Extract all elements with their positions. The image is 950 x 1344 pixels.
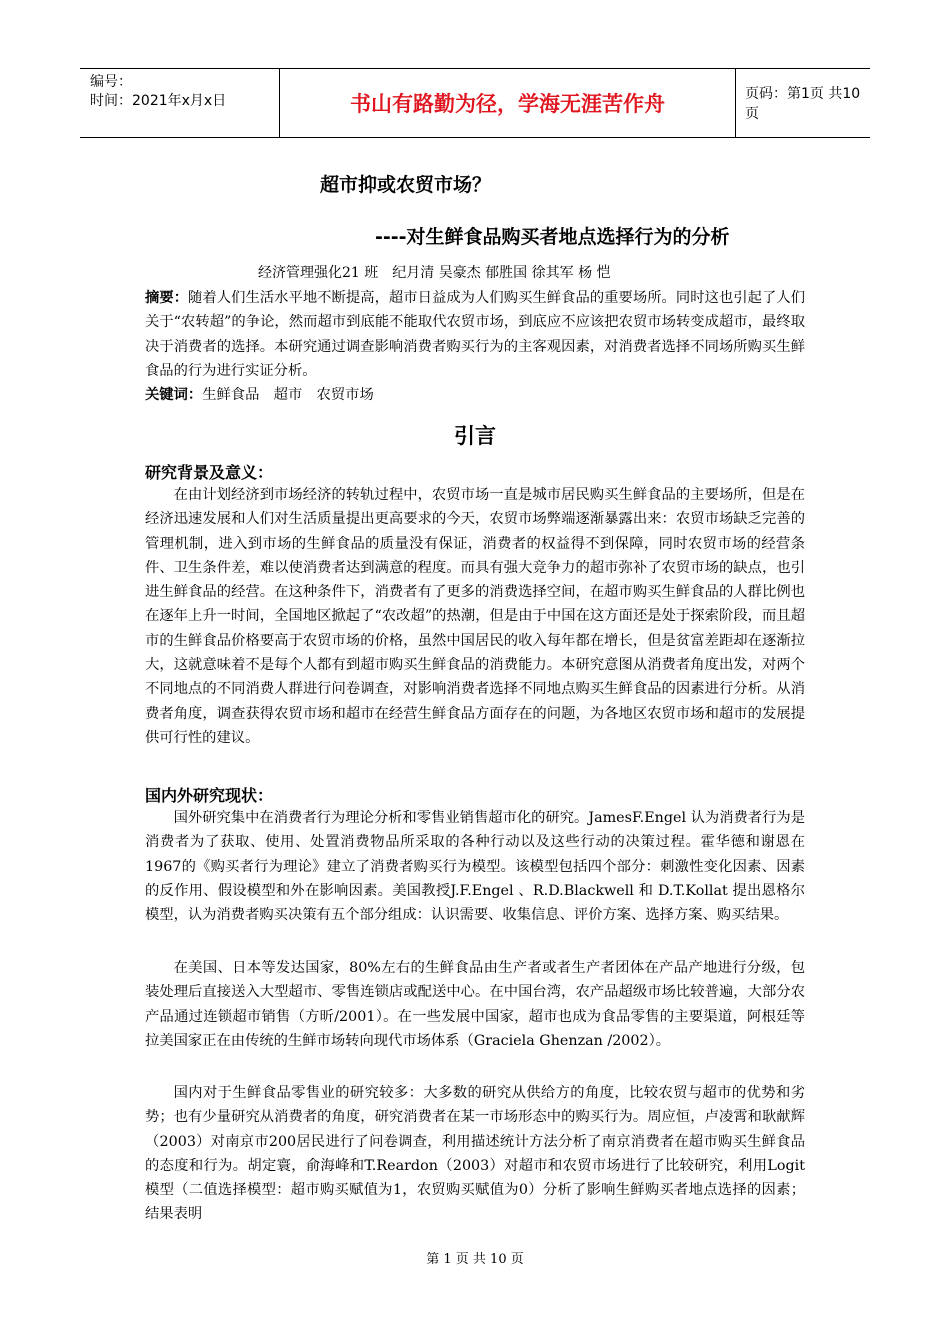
paragraph: 在美国、日本等发达国家，80%左右的生鲜食品由生产者或者生产者团体在产品产地进行分级，包装处理后直接送入大型超市、零售连锁店或配送中心。在中国台湾，农产品超级市场比较普遍，大部分农产品通过连锁超市销售（方昕/2001）。在一些发展中国家，超市也成为食品零售的主要渠道，阿根廷等拉美国家正在由传统的生鲜市场转向现代市场体系（Graciela Ghenzan /2002）。 xyxy=(145,960,805,1049)
abstract xyxy=(145,286,805,383)
abstract-label: 摘要： xyxy=(145,290,189,306)
abstract-text: 随着人们生活水平地不断提高，超市日益成为人们购买生鲜食品的重要场所。同时这也引起了人们关于“农转超”的争论，然而超市到底能不能取代农贸市场，到底应不应该把农贸市场转变成超市，最终取决于消费者的选择。本研究通过调查影响消费者购买行为的主客观因素，对消费者选择不同场所购买生鲜食品的行为进行实证分析。 xyxy=(145,290,805,379)
section-background-body xyxy=(145,483,805,750)
intro-heading: 引言 xyxy=(454,424,496,448)
header-page-label: 页码：第1页 共10页 xyxy=(745,86,861,122)
keywords-text: 生鲜食品 超市 农贸市场 xyxy=(202,387,374,403)
page-footer: 第 1 页 共 10 页 xyxy=(426,1252,524,1267)
number-label: 编号： xyxy=(90,74,132,90)
keywords xyxy=(145,383,805,407)
document-subtitle: ----对生鲜食品购买者地点选择行为的分析 xyxy=(375,226,730,248)
paragraph: 在由计划经济到市场经济的转轨过程中，农贸市场一直是城市居民购买生鲜食品的主要场所，但是在经济迅速发展和人们对生活质量提出更高要求的今天，农贸市场弊端逐渐暴露出来：农贸市场缺乏完善的管理机制，进入到市场的生鲜食品的质量没有保证，消费者的权益得不到保障，同时农贸市场的经营条件、卫生条件差，难以使消费者达到满意的程度。而具有强大竞争力的超市弥补了农贸市场的缺点，也引进生鲜食品的经营。在这种条件下，消费者有了更多的消费选择空间，在超市购买生鲜食品的人群比例也在逐年上升一时间，全国地区掀起了“农改超”的热潮，但是由于中国在这方面还是处于探索阶段，而且超市的生鲜食品价格要高于农贸市场的价格，虽然中国居民的收入每年都在增长，但是贫富差距却在逐渐拉大，这就意味着不是每个人都有到超市购买生鲜食品的消费能力。本研究意图从消费者角度出发，对两个不同地点的不同消费人群进行问卷调查，对影响消费者选择不同地点购买生鲜食品的因素进行分析。从消费者角度，调查获得农贸市场和超市在经营生鲜食品方面存在的问题，为各地区农贸市场和超市的发展提供可行性的建议。 xyxy=(145,487,805,746)
paragraph: 国外研究集中在消费者行为理论分析和零售业销售超市化的研究。JamesF.Engel 认为消费者行为是消费者为了获取、使用、处置消费物品所采取的各种行动以及这些行动的决策过程。霍华德和谢恩在1967的《购买者行为理论》建立了消费者购买行为模型。该模型包括四个部分：刺激性变化因素、因素的反作用、假设模型和外在影响因素。美国教授J.F.Engel 、R.D.Blackwell 和 D.T.Kollat 提出恩格尔模型，认为消费者购买决策有五个部分组成：认识需要、收集信息、评价方案、选择方案、购买结果。 xyxy=(145,810,805,924)
research-status-paragraph-3 xyxy=(145,1081,805,1227)
header-motto: 书山有路勤为径，学海无涯苦作舟 xyxy=(280,69,736,137)
keywords-label: 关键词： xyxy=(145,387,203,403)
authors-line: 经济管理强化21 班 纪月清 吴豪杰 郁胜国 徐其军 杨 恺 xyxy=(258,265,611,281)
research-status-paragraph-2 xyxy=(145,956,805,1053)
document-title: 超市抑或农贸市场？ xyxy=(320,174,492,196)
section-heading-research-status: 国内外研究现状： xyxy=(145,786,274,805)
section-heading-background: 研究背景及意义： xyxy=(145,463,274,482)
date-label: 时间：2021年x月x日 xyxy=(90,93,227,109)
paragraph: 国内对于生鲜食品零售业的研究较多：大多数的研究从供给方的角度，比较农贸与超市的优势和劣势；也有少量研究从消费者的角度，研究消费者在某一市场形态中的购买行为。周应恒，卢凌霄和耿献辉（2003）对南京市200居民进行了问卷调查，利用描述统计方法分析了南京消费者在超市购买生鲜食品的态度和行为。胡定寰，俞海峰和T.Reardon（2003）对超市和农贸市场进行了比较研究，利用Logit模型（二值选择模型：超市购买赋值为1，农贸购买赋值为0）分析了影响生鲜购买者地点选择的因素；结果表明 xyxy=(145,1085,805,1223)
header-meta-cell xyxy=(80,69,280,137)
header-table xyxy=(80,68,870,138)
research-status-paragraph-1 xyxy=(145,806,805,927)
